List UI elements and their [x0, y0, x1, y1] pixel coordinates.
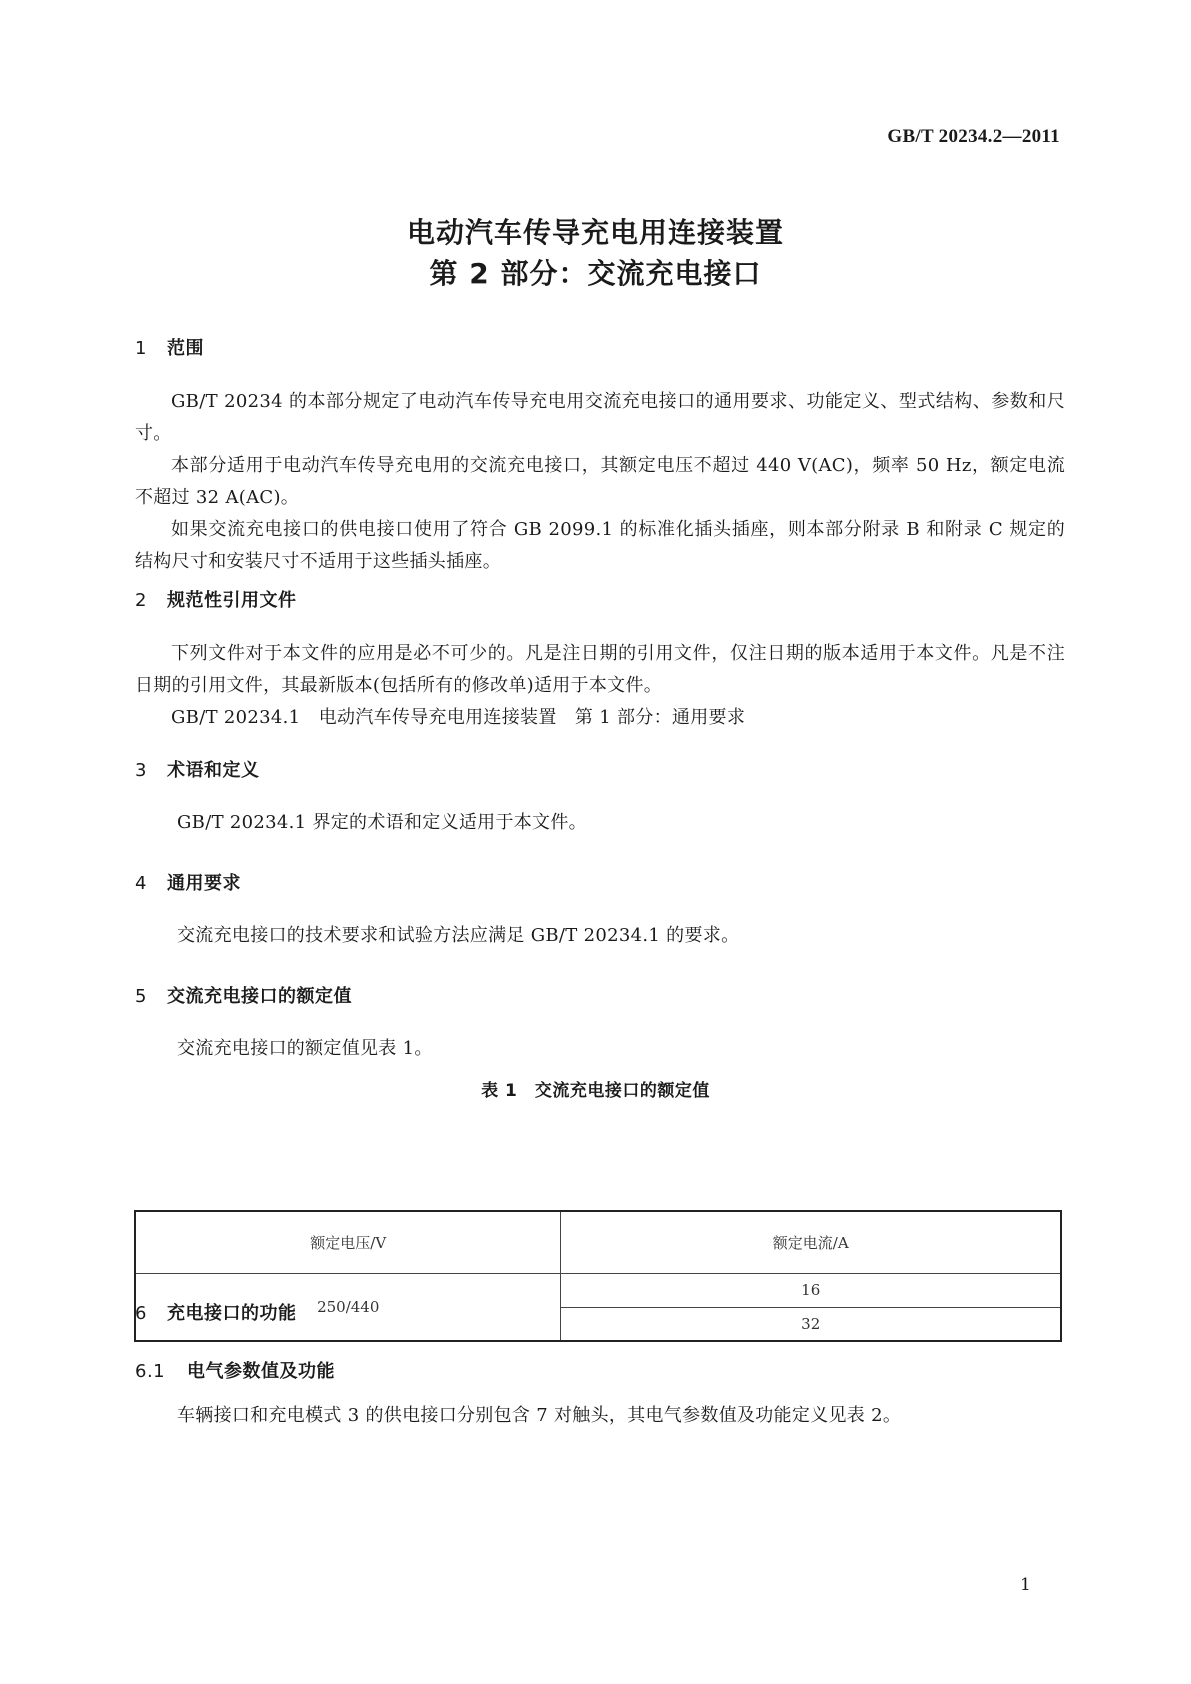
section-number: 6 — [135, 1303, 147, 1324]
table-1-caption: 表 1 交流充电接口的额定值 — [481, 1081, 710, 1101]
document-title-line2: 第 2 部分：交流充电接口 — [429, 257, 762, 290]
paragraph: 交流充电接口的额定值见表 1。 — [177, 1038, 433, 1059]
section-title: 通用要求 — [167, 873, 241, 894]
cell-rated-current: 32 — [561, 1307, 1061, 1341]
section-number: 6.1 — [135, 1361, 166, 1382]
paragraph: GB/T 20234.1 界定的术语和定义适用于本文件。 — [177, 812, 587, 833]
paragraph: GB/T 20234 的本部分规定了电动汽车传导充电用交流充电接口的通用要求、功能定义、型式结构、参数和尺寸。 — [135, 391, 1065, 444]
cell-rated-current: 16 — [561, 1273, 1061, 1307]
section-title: 交流充电接口的额定值 — [167, 986, 352, 1007]
section-5-heading — [135, 982, 352, 1008]
paragraph: 下列文件对于本文件的应用是必不可少的。凡是注日期的引用文件，仅注日期的版本适用于本文件。凡是不注日期的引用文件，其最新版本(包括所有的修改单)适用于本文件。 — [135, 643, 1065, 696]
section-2-body — [135, 638, 1065, 734]
table-header-row — [135, 1211, 1061, 1273]
section-title: 充电接口的功能 — [167, 1303, 297, 1324]
section-4-heading — [135, 869, 241, 895]
paragraph: 如果交流充电接口的供电接口使用了符合 GB 2099.1 的标准化插头插座，则本部分附录 B 和附录 C 规定的结构尺寸和安装尺寸不适用于这些插头插座。 — [135, 519, 1065, 572]
section-3-heading — [135, 756, 260, 782]
section-title: 电气参数值及功能 — [187, 1361, 335, 1382]
section-number: 4 — [135, 873, 147, 894]
page-number: 1 — [1020, 1575, 1031, 1595]
section-number: 1 — [135, 338, 147, 359]
section-number: 5 — [135, 986, 147, 1007]
section-number: 3 — [135, 760, 147, 781]
cell-rated-voltage: 250/440 — [135, 1273, 561, 1341]
section-6-heading — [135, 1299, 297, 1325]
normative-reference: GB/T 20234.1 电动汽车传导充电用连接装置 第 1 部分：通用要求 — [171, 707, 746, 728]
header-rated-voltage: 额定电压/V — [135, 1211, 561, 1273]
section-title: 术语和定义 — [167, 760, 260, 781]
section-1-body — [135, 386, 1065, 578]
section-6-1-heading — [135, 1357, 335, 1383]
document-title-line1: 电动汽车传导充电用连接装置 — [406, 216, 784, 249]
section-1-heading — [135, 334, 204, 360]
paragraph: 车辆接口和充电模式 3 的供电接口分别包含 7 对触头，其电气参数值及功能定义见表 2。 — [177, 1405, 902, 1426]
section-title: 规范性引用文件 — [167, 590, 297, 611]
paragraph: 本部分适用于电动汽车传导充电用的交流充电接口，其额定电压不超过 440 V(AC)，频率 50 Hz，额定电流不超过 32 A(AC)。 — [135, 455, 1065, 508]
paragraph: 交流充电接口的技术要求和试验方法应满足 GB/T 20234.1 的要求。 — [177, 925, 740, 946]
section-2-heading — [135, 586, 297, 612]
section-title: 范围 — [167, 338, 204, 359]
section-number: 2 — [135, 590, 147, 611]
header-rated-current: 额定电流/A — [561, 1211, 1061, 1273]
standard-code: GB/T 20234.2—2011 — [887, 126, 1060, 147]
